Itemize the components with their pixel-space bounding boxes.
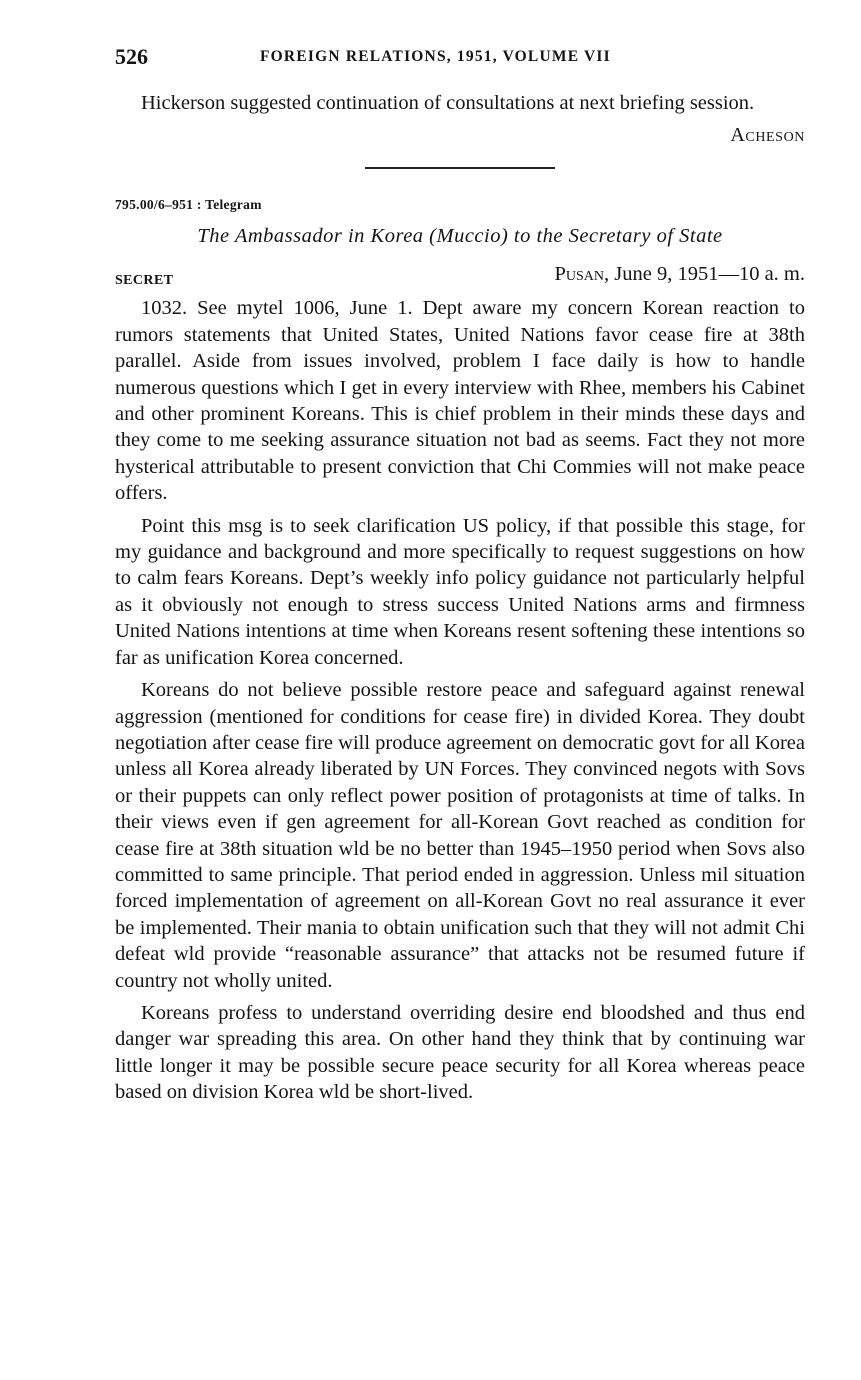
file-reference: 795.00/6–951 : Telegram [115,197,262,213]
section-divider [365,167,555,169]
dateline-date: , June 9, 1951—10 a. m. [604,263,805,286]
dateline-row [115,263,805,293]
dateline-place: Pusan [554,263,604,286]
page-number: 526 [115,44,148,69]
body-paragraph-3: Koreans do not believe possible restore peace and safeguard against renewal aggression (mentioned for conditions for cease fire) in divided Korea. They doubt negotiation after cease fire will produce agreement on democratic govt for all Korea unless all Korea already liberated by UN Forces. They convinced negots with Sovs or their puppets can only reflect power position of protagonists at time of talks. In their views even if gen agreement for all-Korean Govt reached as condition for cease fire at 38th situation wld be no better than 1945–1950 period when Sovs also committed to same principle. That period ended in aggression. Unless mil situation forced implementation of agreement on all-Korean Govt no real assurance it ever be implemented. Their mania to obtain unification such that they will not admit Chi defeat wld provide “reasonable assurance” that attacks not be resumed future if country not wholly united. [115,679,805,992]
body-paragraph-1: 1032. See mytel 1006, June 1. Dept aware my concern Korean reaction to rumors statements that United States, United Nations favor cease fire at 38th parallel. Aside from issues involved, problem I face daily is how to handle numerous questions which I get in every interview with Rhee, members his Cabinet and other prominent Koreans. This is chief problem in their minds these days and they come to me seeking assurance situation not bad as seems. Fact they not more hysterical attributable to present conviction that Chi Commies will not make peace offers. [115,297,805,505]
running-head [115,40,805,74]
running-title: FOREIGN RELATIONS, 1951, VOLUME VII [260,48,611,65]
document-page [115,40,805,1106]
body-paragraph-4: Koreans profess to understand overriding desire end bloodshed and thus end danger war spreading this area. On other hand they think that by continuing war little longer it may be possible secure peace security for all Korea whereas peace based on division Korea wld be short-lived. [115,1001,805,1104]
document-title: The Ambassador in Korea (Muccio) to the Secretary of State [197,225,723,248]
classification-label: SECRET [115,273,174,289]
signature: Acheson [730,124,805,147]
dateline [554,263,805,286]
body-paragraph-2: Point this msg is to seek clarification US policy, if that possible this stage, for my guidance and background and more specifically to request suggestions on how to calm fears Koreans. Dept’s weekly info policy guidance not particularly helpful as it obviously not enough to stress success United Nations arms and firmness United Nations intentions at time when Koreans resent softening these intentions so far as unification Korea concerned. [115,514,805,669]
previous-document-closing-paragraph: Hickerson suggested continuation of consultations at next briefing session. [141,92,755,114]
